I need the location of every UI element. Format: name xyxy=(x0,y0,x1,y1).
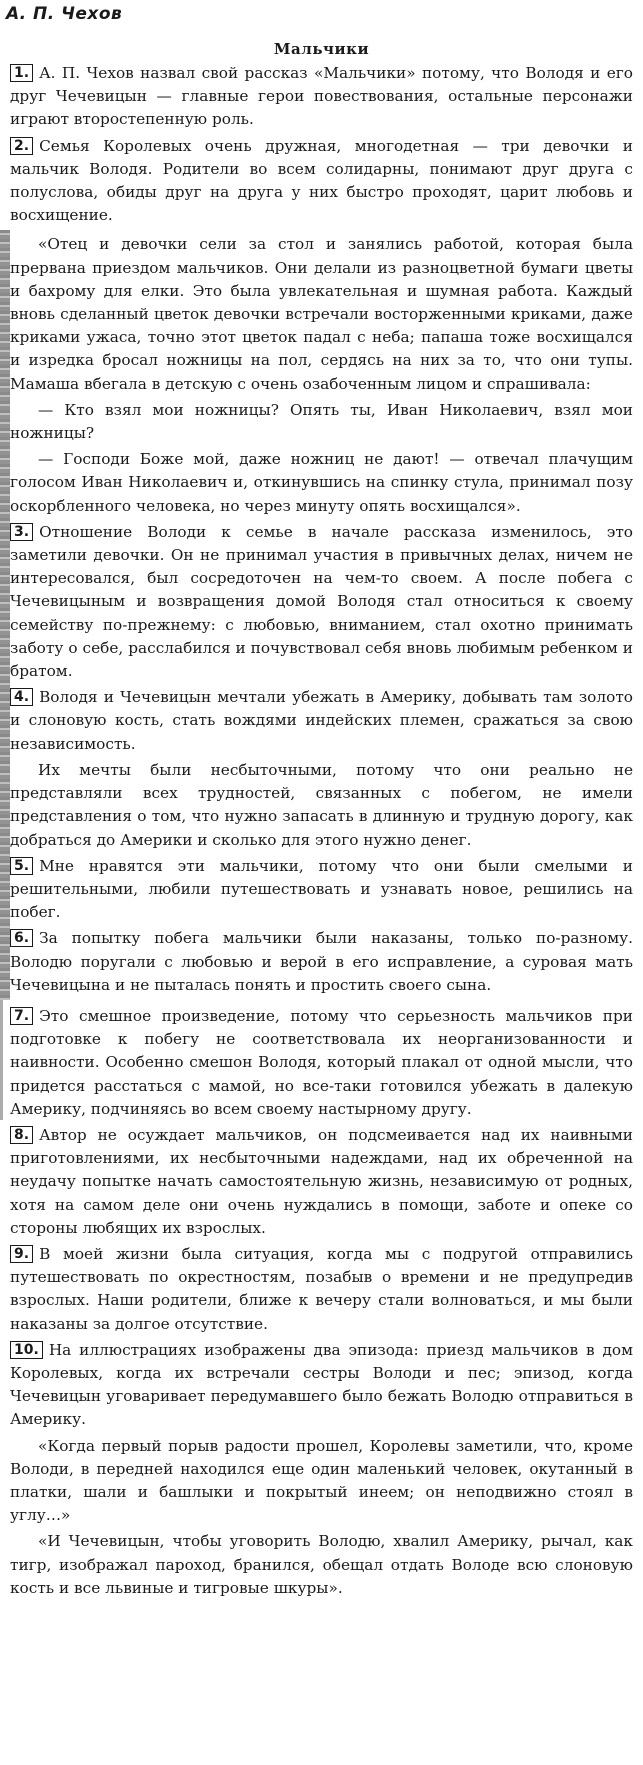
answer-text: А. П. Чехов назвал свой рассказ «Мальчики» потому, что Володя и его друг Чечевицын — главные герои повествования, остальные персонажи играют второстепенную роль. xyxy=(10,64,633,129)
quote-dialogue-1 xyxy=(10,399,633,445)
answer-number: 9. xyxy=(10,1245,33,1263)
answer-4-continued xyxy=(10,759,633,852)
answer-text: За попытку побега мальчики были наказаны, только по-разному. Володю поругали с любовью и верой в его исправление, а суровая мать Чечевицына и не пыталась понять и простить своего сына. xyxy=(10,929,633,994)
illustration-quote-1 xyxy=(10,1435,633,1528)
answer-text: Автор не осуждает мальчиков, он подсмеивается над их наивными приготовлениями, их несбыточными надеждами, над их обреченной на неудачу попытке начать самостоятельную жизнь, независимую от родных, хотя на самом деле они очень нуждались в помощи, заботе и опеке со стороны любящих их взрослых. xyxy=(10,1125,633,1237)
answers-column xyxy=(10,62,633,1603)
answer-number: 10. xyxy=(10,1341,43,1359)
answer-text: В моей жизни была ситуация, когда мы с подругой отправились путешествовать по окрестностям, позабыв о времени и не предупредив взрослых. Наши родители, ближе к вечеру стали волноваться, и мы были наказаны за долгое отсутствие. xyxy=(10,1244,633,1333)
answer-text: На иллюстрациях изображены два эпизода: приезд мальчиков в дом Королевых, когда их встречали сестры Володи и пес; эпизод, когда Чечевицын уговаривает передумавшего было бежать Володю отправиться в Америку. xyxy=(10,1340,633,1429)
answer-text: Их мечты были несбыточными, потому что они реально не представляли всех трудностей, связанных с побегом, не имели представления о том, что нужно запасать в длинную и трудную дорогу, как добраться до Америки и сколько для этого нужно денег. xyxy=(10,760,633,849)
answer-2 xyxy=(10,135,633,228)
answer-4 xyxy=(10,686,633,756)
answer-text: Отношение Володи к семье в начале рассказа изменилось, это заметили девочки. Он не принимал участия в привычных делах, ничем не интересовался, был сосредоточен на чем-то своем. А после побега с Чечевицыным и возвращения домой Володя стал относиться к своему семейству по-прежнему: с любовью, вниманием, стал охотно принимать заботу о себе, расслабился и почувствовал себя вновь любимым ребенком и братом. xyxy=(10,522,633,681)
answer-number: 8. xyxy=(10,1126,33,1144)
answer-text: Володя и Чечевицын мечтали убежать в Америку, добывать там золото и слоновую кость, стать вождями индейских племен, сражаться за свою независимость. xyxy=(10,688,633,753)
answer-text: Мне нравятся эти мальчики, потому что они были смелыми и решительными, любили путешествовать и узнавать новое, решились на побег. xyxy=(10,856,633,922)
answer-7 xyxy=(10,1005,633,1121)
answer-text: Семья Королевых очень дружная, многодетная — три девочки и мальчик Володя. Родители во всем солидарны, понимают друг друга с полуслова, обиды друг на друга у них быстро проходят, царит любовь и восхищение. xyxy=(10,136,633,225)
quote-text: «И Чечевицын, чтобы уговорить Володю, хвалил Америку, рычал, как тигр, изображал пароход, бранился, обещал отдать Володе всю слоновую кость и все львиные и тигровые шкуры». xyxy=(10,1532,633,1597)
quote-text: — Кто взял мои ножницы? Опять ты, Иван Николаевич, взял мои ножницы? xyxy=(10,400,633,443)
answer-text: Это смешное произведение, потому что серьезность мальчиков при подготовке к побегу не соответствовала их неорганизованности и наивности. Особенно смешон Володя, который плакал от одной мысли, что придется расстаться с мамой, но все-таки готовился убежать в далекую Америку, подчиняясь во всем своему настырному другу. xyxy=(10,1006,633,1118)
answer-10 xyxy=(10,1339,633,1432)
answer-6 xyxy=(10,927,633,997)
answer-5 xyxy=(10,855,633,925)
answer-number: 6. xyxy=(10,929,33,947)
quote-text: — Господи Боже мой, даже ножниц не дают! — отвечал плачущим голосом Иван Николаевич и, откинувшись на спинку стула, принимал позу оскорбленного человека, но через минуту опять восхищался». xyxy=(10,450,633,515)
quote-text: «Когда первый порыв радости прошел, Королевы заметили, что, кроме Володи, в передней находился еще один маленький человек, окутанный в платки, шали и башлыки и покрытый инеем; он неподвижно стоял в углу…» xyxy=(10,1436,633,1525)
scan-edge-shadow xyxy=(0,230,10,1000)
answer-1 xyxy=(10,62,633,132)
answer-number: 7. xyxy=(10,1007,33,1025)
answer-8 xyxy=(10,1124,633,1240)
quote-dialogue-2 xyxy=(10,448,633,518)
answer-3 xyxy=(10,521,633,683)
answer-9 xyxy=(10,1243,633,1336)
answer-number: 5. xyxy=(10,857,33,875)
answer-number: 2. xyxy=(10,137,33,155)
scan-edge-shadow-lower xyxy=(0,1000,3,1120)
answer-number: 3. xyxy=(10,523,33,541)
page-title: Мальчики xyxy=(273,40,370,58)
answer-number: 4. xyxy=(10,688,33,706)
illustration-quote-2 xyxy=(10,1530,633,1600)
answer-number: 1. xyxy=(10,64,33,82)
author-header: А. П. Чехов xyxy=(6,4,123,24)
quote-paragraph xyxy=(10,233,633,395)
quote-text: «Отец и девочки сели за стол и занялись работой, которая была прервана приездом мальчиков. Они делали из разноцветной бумаги цветы и бахрому для елки. Это была увлекательная и шумная работа. Каждый вновь сделанный цветок девочки встречали восторженными криками, даже криками ужаса, точно этот цветок падал с неба; папаша тоже восхищался и изредка бросал ножницы на пол, сердясь на них за то, что они тупы. Мамаша вбегала в детскую с очень озабоченным лицом и спрашивала: xyxy=(10,235,633,393)
